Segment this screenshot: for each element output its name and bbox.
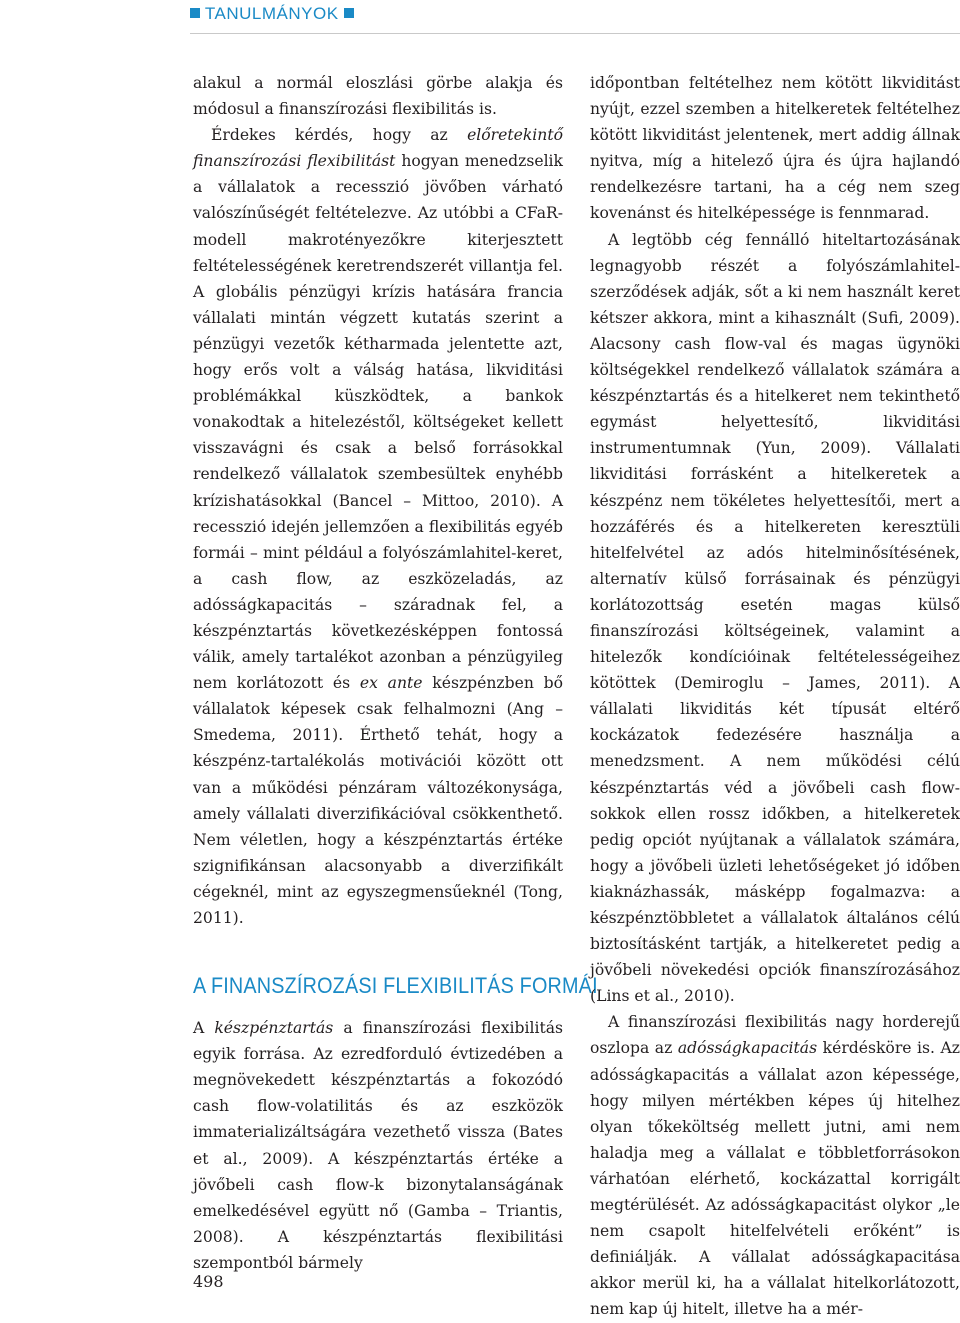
text-run: A <box>193 1019 215 1038</box>
paragraph: időpontban feltételhez nem kötött likviditást nyújt, ezzel szemben a hitelkeretek feltételhez kötött likviditást jelentenek, mert addig állnak nyitva, míg a hitelező újra és újra hajlandó rendelkezésre tartani, ha a cég nem szeg kovenánst és hitelképessége is fennmarad. <box>590 74 960 223</box>
emphasis: készpénztartás <box>214 1019 334 1038</box>
square-bullet-icon <box>190 8 200 18</box>
section-title: TANULMÁNYOK <box>204 4 339 23</box>
section-header <box>190 4 354 24</box>
paragraph: alakul a normál eloszlási görbe alakja és módosul a finanszírozási flexibilitás is. <box>193 74 563 119</box>
emphasis: ex ante <box>359 674 423 693</box>
emphasis: előretekintő finanszírozási flexibilitást <box>193 126 563 171</box>
square-bullet-icon <box>344 8 354 18</box>
text-run: Érdekes kérdés, hogy az <box>211 126 468 145</box>
left-column <box>193 70 598 1276</box>
paragraph <box>590 1009 960 1322</box>
text-run: a finanszírozási flexibilitás egyik forrása. Az ezredforduló évtizedében a megnövekedett készpénztartás a fokozódó cash flow-volatilitás és az eszközök immaterializáltságára vezethető vissza (Bates et al., 2009). A készpénztartás értéke a jövőbeli cash flow-k bizonytalanságának emelkedésével együtt nő (Gamba – Triantis, 2008). A készpénztartás flexibilitási szempontból bármely <box>193 1019 564 1272</box>
page-number: 498 <box>193 1272 224 1291</box>
emphasis: adósságkapacitás <box>677 1039 818 1058</box>
header-rule <box>190 33 960 34</box>
paragraph <box>193 1015 563 1276</box>
text-run: készpénzben bő vállalatok képesek csak felhalmozni (Ang – Smedema, 2011). Érthető tehát, hogy a készpénz-tartalékolás motivációi között ott van a működési pénzáram változékonysága, amely vállalati diverzifikációval csökkenthető. Nem véletlen, hogy a készpénztartás értéke szignifikánsan alacsonyabb a diverzifikált cégeknél, mint az egyszegmensűeknél (Tong, 2011). <box>193 674 563 927</box>
section-heading: A FINANSZÍROZÁSI FLEXIBILITÁS FORMÁI <box>193 973 598 999</box>
text-run: hogyan menedzselik a vállalatok a recesszió jövőben várható valószínűségét feltételezve. Az utóbbi a CFaR-modell makrotényezőkre kiterjesztett feltételességének keretrendszerét villantja fel. A globális pénzügyi krízis hatására francia vállalati mintán végzett kutatás szerint a pénzügyi vezetők kétharmada jelentette azt, hogy erős volt a válság hatása, likviditási problémákkal küszködtek, a bankok vonakodtak a hitelezéstől, költségeket kellett visszavágni és csak a belső forrásokkal rendelkező vállalatok szembesültek enyhébb krízishatásokkal (Bancel – Mittoo, 2010). A recesszió idején jellemzően a flexibilitás egyéb formái – mint például a folyószámlahitel-keret, a cash flow, az eszközeladás, az adósságkapacitás – száradnak fel, a készpénztartás következésképpen fontossá válik, amely tartalékot azonban a pénzügyileg nem korlátozott és <box>193 152 563 693</box>
paragraph <box>193 122 563 931</box>
text-run: kérdésköre is. Az adósságkapacitás a vállalat azon képessége, hogy milyen mértékben képes új hitelhez olyan tőkeköltség mellett jutni, ami nem haladja meg a vállalat e többletforrásokon várhatóan elérhető, kockázattal korrigált megtérülését. Az adósságkapacitást olykor „le nem csapolt hitelfelvételi erőként” is definiálják. A vállalat adósságkapacitása akkor merül ki, ha a vállalat hitelkorlátozott, nem kap új hitelt, illetve ha a mér- <box>590 1039 960 1319</box>
right-column <box>590 70 960 1323</box>
text-run: A finanszírozási flexibilitás nagy horderejű oszlopa az <box>590 1013 960 1058</box>
paragraph: A legtöbb cég fennálló hiteltartozásának legnagyobb részét a folyószámlahitel-szerződések adják, sőt a ki nem használt keret kétszer akkora, mint a kihasznált (Sufi, 2009). Alacsony cash flow-val és magas ügynöki költségekkel rendelkező vállalatok számára a készpénztartás és a hitelkeret nem tekinthető egymást helyettesítő, likviditási instrumentumnak (Yun, 2009). Vállalati likviditási forrásként a hitelkeretek a készpénz nem tökéletes helyettesítői, mert a hozzáférés és a hitelkereten keresztüli hitelfelvétel az adós hitelminősítésének, alternatív külső forrásainak és pénzügyi korlátozottság esetén magas külső finanszírozási költségeinek, valamint a hitelezők kondícióinak feltételességeihez kötöttek (Demiroglu – James, 2011). A vállalati likviditás két típusát eltérő kockázatok fedezésére használja a menedzsment. A nem működési célú készpénztartás véd a jövőbeli cash flow-sokkok ellen rossz időkben, a hitelkeretek pedig opciót nyújtanak a vállalatok számára, hogy a jövőbeli üzleti lehetőségeket jó időben kiaknázhassák, másképp fogalmazva: a készpénztöbbletet a vállalatok általános célú biztosításként tartják, a hitelkeretet pedig a jövőbeli növekedési opciók finanszírozásához (Lins et al., 2010). <box>590 230 960 1006</box>
